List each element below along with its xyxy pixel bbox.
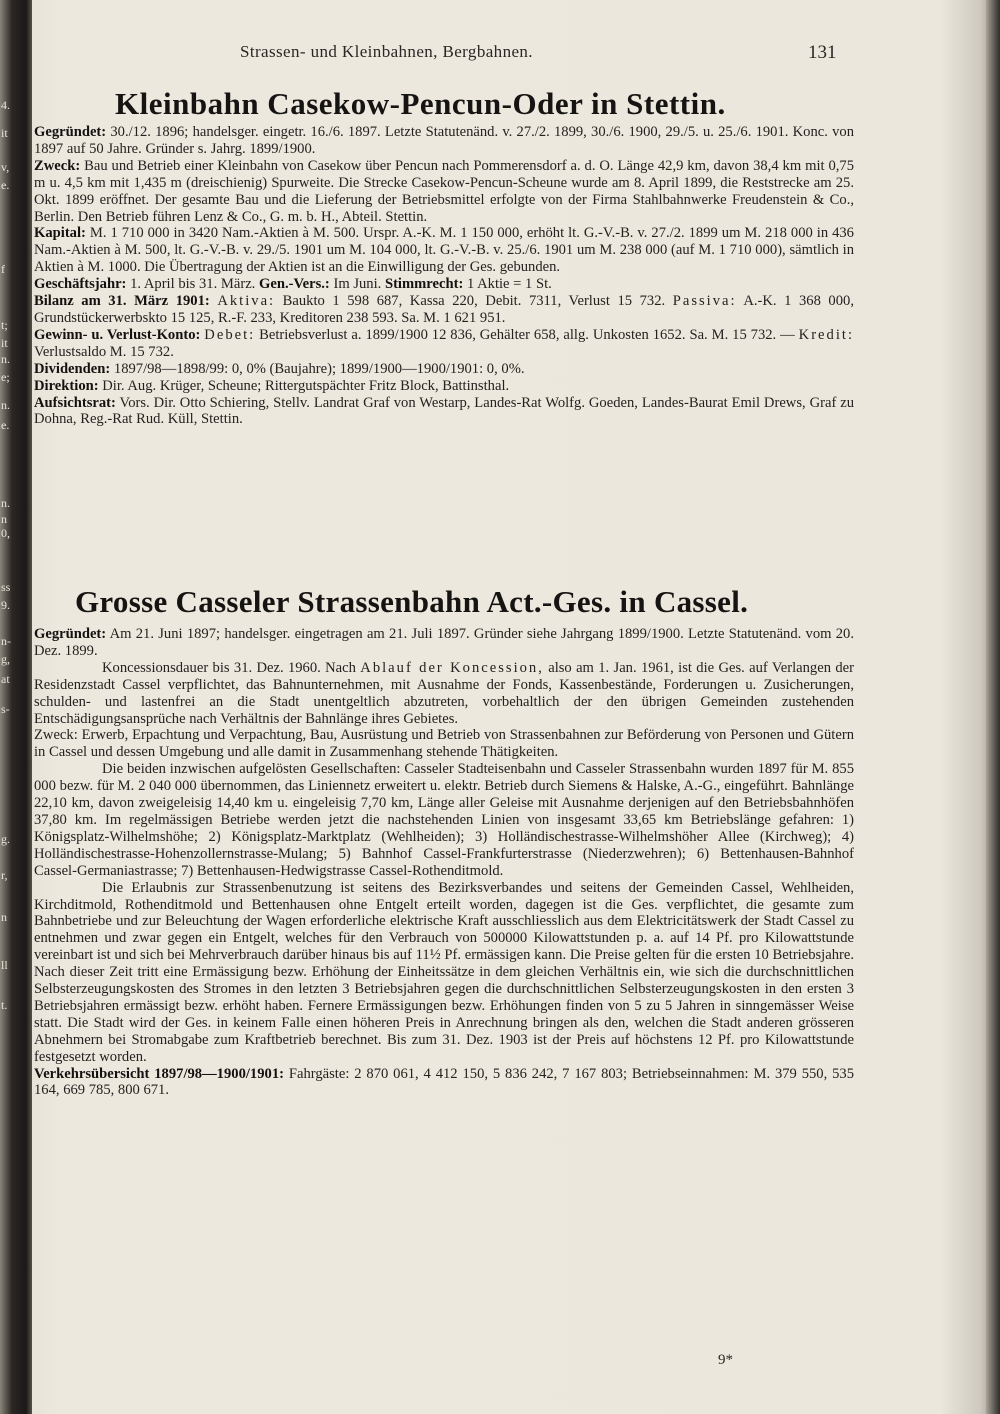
margin-fragment: g. bbox=[1, 832, 10, 846]
word-kredit: Kredit: bbox=[798, 326, 854, 343]
sheet-signature: 9* bbox=[718, 1352, 733, 1368]
margin-fragment: it bbox=[1, 336, 8, 350]
margin-fragment: s- bbox=[1, 702, 10, 716]
text-erlaubnis: Die Erlaubnis zur Strassenbenutzung ist seitens des Bezirksverbandes und seitens der Gemeinden Cassel, Wehlheiden, Kirchditmold, Rothenditmold und Bettenhausen ohne Entgelt erteilt worden, dagegen ist die Ges. verpflichtet, die gesamte zum Bahnbetriebe und zur Beleuchtung der Wagen erforderliche elektrische Kraft ausschliesslich aus dem Elektricitätswerk der Stadt Cassel zu entnehmen und zwar gegen ein Entgelt, welches für den Verbrauch von 500000 Kilowattstunden p. a. auf 14 Pf. pro Kilowattstunde vereinbart ist und sich bei Mehrverbrauch darüber hinaus bis auf 11½ Pf. ermässigen kann. Die Preise gelten für die ersten 10 Betriebsjahre. Nach dieser Zeit tritt eine Ermässigung bezw. Erhöhung der Einheitssätze in dem gleichen Verhältnis ein, wie sich die durchschnittlichen Selbsterzeugungskosten des Stromes in den letzten 3 Betriebsjahren gegen die durchschnittlichen Selbsterzeugungskosten in den ersten 3 Betriebsjahren ermässigt bezw. erhöht haben. Fernere Ermässigungen bezw. Erhöhungen finden von 5 zu 5 Jahren in sinngemässer Weise statt. Die Stadt wird der Ges. in keinem Falle einen höheren Preis in Anrechnung bringen als den, welchen die Stadt anderen grösseren Abnehmern bei Stromabgabe zum Kraftbetrieb berechnet. Bis zum 31. Dez. 1903 ist der Preis auf höchstens 12 Pf. pro Kilowattstunde festgesetzt worden. bbox=[34, 879, 854, 1065]
label-dividenden: Dividenden: bbox=[34, 360, 111, 377]
margin-fragment: n bbox=[1, 512, 7, 526]
margin-fragment: t; bbox=[1, 318, 8, 332]
margin-fragment: n. bbox=[1, 496, 10, 510]
running-head: Strassen- und Kleinbahnen, Bergbahnen. bbox=[240, 42, 533, 61]
text-gegruendet-2: Am 21. Juni 1897; handelsger. eingetragen am 21. Juli 1897. Gründer siehe Jahrgang 1899/1900. Letzte Statutenänd. vom 20. Dez. 1899. bbox=[34, 626, 854, 659]
label-stimmrecht: Stimmrecht: bbox=[384, 276, 464, 293]
margin-fragment: t. bbox=[1, 998, 8, 1012]
entry-gegruendet bbox=[34, 124, 854, 158]
label-guv: Gewinn- u. Verlust-Konto: bbox=[34, 326, 201, 343]
entry-kapital bbox=[34, 225, 854, 276]
label-bilanz: Bilanz am 31. März 1901: bbox=[34, 293, 210, 310]
margin-fragment: n. bbox=[1, 398, 10, 412]
label-zweck: Zweck: bbox=[34, 157, 81, 174]
text-verkehr: Fahrgäste: 2 870 061, 4 412 150, 5 836 242, 7 167 803; Betriebseinnahmen: M. 379 550, 535 164, 669 785, 800 671. bbox=[34, 1065, 855, 1099]
text-konzession-spaced: Ablauf der Koncession, bbox=[360, 659, 544, 676]
margin-fragment: ss bbox=[1, 580, 11, 594]
margin-fragment: v, bbox=[1, 160, 10, 174]
text-dividenden: 1897/98—1898/99: 0, 0% (Baujahre); 1899/1900—1900/1901: 0, 0%. bbox=[113, 360, 525, 377]
label-gegruendet-2: Gegründet: bbox=[34, 626, 107, 642]
entry-geschaeftsjahr bbox=[34, 276, 854, 293]
entry-direktion bbox=[34, 378, 854, 395]
label-aufsichtsrat: Aufsichtsrat: bbox=[34, 394, 116, 411]
text-genvers: Im Juni. bbox=[333, 276, 382, 293]
margin-fragment: n- bbox=[1, 634, 11, 648]
label-kapital: Kapital: bbox=[34, 225, 86, 242]
label-genvers: Gen.-Vers.: bbox=[259, 276, 330, 293]
article-title-cassel: Grosse Casseler Strassenbahn Act.-Ges. in Cassel. bbox=[75, 584, 749, 619]
text-zweck: Bau und Betrieb einer Kleinbahn von Casekow über Pencun nach Pommerensdorf a. d. O. Länge 42,9 km, davon 38,4 km mit 0,75 m u. 4,5 km mit 1,435 m (dreischienig) Spurweite. Die Strecke Casekow-Pencun-Scheune wurde am 8. April 1899, die Reststrecke am 25. Okt. 1899 eröffnet. Der gesamte Bau und die Lieferung der Betriebsmittel erfolgte von der Firma Stahlbahnwerke Freudenstein & Co., Berlin. Den Betrieb führen Lenz & Co., G. m. b. H., Abteil. Stettin. bbox=[34, 157, 855, 225]
page-edge-shadow bbox=[986, 0, 1000, 1414]
text-konzession-a: Koncessionsdauer bis 31. Dez. 1960. Nach bbox=[102, 659, 356, 676]
entry-verkehr bbox=[34, 1066, 854, 1100]
margin-fragment: g, bbox=[1, 652, 10, 666]
margin-fragment: 4. bbox=[1, 98, 10, 112]
label-gegruendet: Gegründet: bbox=[34, 124, 107, 140]
entry-aufsichtsrat bbox=[34, 395, 854, 429]
margin-fragment: it bbox=[1, 126, 8, 140]
entry-gesellschaften bbox=[34, 761, 854, 879]
word-aktiva: Aktiva: bbox=[217, 293, 276, 310]
article-body-casekow bbox=[34, 124, 854, 428]
margin-fragment: r, bbox=[1, 868, 8, 882]
label-direktion: Direktion: bbox=[34, 377, 99, 394]
text-konzession-b: also am 1. Jan. 1961, ist die Ges. auf Verlangen der Residenzstadt Cassel verpflichtet, das Bahnunternehmen, mit Ausnahme der Fonds, Kassenbestände, Forderungen u. Zusicherungen, schulden- und lastenfrei an die Stadt unentgeltlich abzutreten, vorbehaltlich der den übrigen Gemeinden zustehenden Entschädigungsansprüche nach Verhältnis der Bahnlänge ihres Gebietes. bbox=[34, 659, 854, 727]
text-direktion: Dir. Aug. Krüger, Scheune; Rittergutspächter Fritz Block, Battinsthal. bbox=[102, 377, 510, 394]
label-verkehr: Verkehrsübersicht 1897/98—1900/1901: bbox=[34, 1065, 284, 1082]
entry-erlaubnis bbox=[34, 880, 854, 1066]
margin-fragment: f bbox=[1, 262, 5, 276]
text-gesellschaften: Die beiden inzwischen aufgelösten Gesellschaften: Casseler Stadteisenbahn und Casseler Strassenbahn wurden 1897 für M. 855 000 bezw. für M. 2 040 000 übernommen, das Liniennetz erweitert u. elektr. Betrieb durch Siemens & Halske, A.-G., eingeführt. Bahnlänge 22,10 km, davon zweigeleisig 14,40 km u. eingeleisig 7,70 km, Länge aller Geleise mit Ausnahme derjenigen auf den Betriebsbahnhöfen 37,80 km. Im regelmässigen Betriebe werden jetzt die nachstehenden Linien von insgesamt 33,65 km Betriebslänge gefahren: 1) Königsplatz-Wilhelmshöhe; 2) Königsplatz-Marktplatz (Wehlheiden); 3) Holländischestrasse-Wilhelmshöher Allee (Kirchweg); 4) Holländischestrasse-Hohenzollernstrasse-Mulang; 5) Bahnhof Cassel-Frankfurterstrasse (Niederzwehren); 6) Bettenhausen-Bahnhof Cassel-Germaniastrasse; 7) Bettenhausen-Hedwigstrasse Cassel-Rothenditmold. bbox=[34, 761, 854, 879]
entry-konzession bbox=[34, 660, 854, 728]
page-number: 131 bbox=[808, 42, 837, 63]
entry-guv bbox=[34, 327, 854, 361]
text-stimmrecht: 1 Aktie = 1 St. bbox=[466, 276, 552, 293]
margin-fragment: ll bbox=[1, 958, 8, 972]
margin-fragment: n bbox=[1, 910, 7, 924]
entry-zweck-2 bbox=[34, 727, 854, 761]
text-aufsichtsrat: Vors. Dir. Otto Schiering, Stellv. Landrat Graf von Westarp, Landes-Rat Wolfg. Goeden, Landes-Baurat Emil Drews, Graf zu Dohna, Reg.-Rat Rud. Küll, Stettin. bbox=[34, 394, 854, 428]
entry-bilanz bbox=[34, 293, 854, 327]
entry-zweck bbox=[34, 158, 854, 226]
margin-fragment: at bbox=[1, 672, 10, 686]
text-kapital: M. 1 710 000 in 3420 Nam.-Aktien à M. 500. Urspr. A.-K. M. 1 150 000, erhöht lt. G.-V.-B. v. 27./2. 1899 um M. 218 000 in 436 Nam.-Aktien à M. 500, lt. G.-V.-B. v. 29./5. 1901 um M. 104 000, lt. G.-V.-B. v. 25./6. 1901 um M. 238 000 (auf M. 1 710 000), sämtlich in Aktien à M. 1000. Die Übertragung der Aktien ist an die Einwilligung der Ges. gebunden. bbox=[34, 225, 854, 276]
word-passiva: Passiva: bbox=[672, 293, 737, 310]
text-gegruendet: 30./12. 1896; handelsger. eingetr. 16./6. 1897. Letzte Statutenänd. v. 27./2. 1899, 30./6. 1900, 29./5. u. 25./6. 1901. Konc. von 1897 auf 50 Jahre. Gründer s. Jahrg. 1899/1900. bbox=[34, 124, 854, 157]
article-body-cassel bbox=[34, 626, 854, 1099]
article-title-casekow: Kleinbahn Casekow-Pencun-Oder in Stettin. bbox=[115, 86, 726, 121]
margin-fragment: 9. bbox=[1, 598, 10, 612]
margin-fragment: n. bbox=[1, 352, 10, 366]
text-geschaeftsjahr: 1. April bis 31. März. bbox=[130, 276, 256, 293]
text-aktiva: Baukto 1 598 687, Kassa 220, Debit. 7311, Verlust 15 732. bbox=[282, 293, 666, 310]
margin-fragment: e; bbox=[1, 370, 10, 384]
margin-fragment: e. bbox=[1, 178, 10, 192]
entry-gegruendet-2 bbox=[34, 626, 854, 660]
text-kredit: Verlustsaldo M. 15 732. bbox=[34, 343, 174, 360]
text-zweck-2: Erwerb, Erpachtung und Verpachtung, Bau, Ausrüstung und Betrieb von Strassenbahnen zur Beförderung von Personen und Gütern in Cassel und dessen Umgebung und alle damit in Zusammenhang stehende Thätigkeiten. bbox=[34, 727, 854, 761]
text-passiva: A.-K. 1 368 000, Grundstückerwerbskto 15 125, R.-F. 233, Kreditoren 238 593. Sa. M. 1 621 951. bbox=[34, 293, 854, 326]
label-geschaeftsjahr: Geschäftsjahr: bbox=[34, 276, 127, 293]
word-debet: Debet: bbox=[204, 326, 256, 343]
margin-fragment: 0, bbox=[1, 526, 10, 540]
label-zweck-2: Zweck: bbox=[34, 727, 78, 744]
margin-fragment: e. bbox=[1, 418, 10, 432]
entry-dividenden bbox=[34, 361, 854, 378]
text-debet: Betriebsverlust a. 1899/1900 12 836, Gehälter 658, allg. Unkosten 1652. Sa. M. 15 732. — bbox=[259, 326, 795, 343]
